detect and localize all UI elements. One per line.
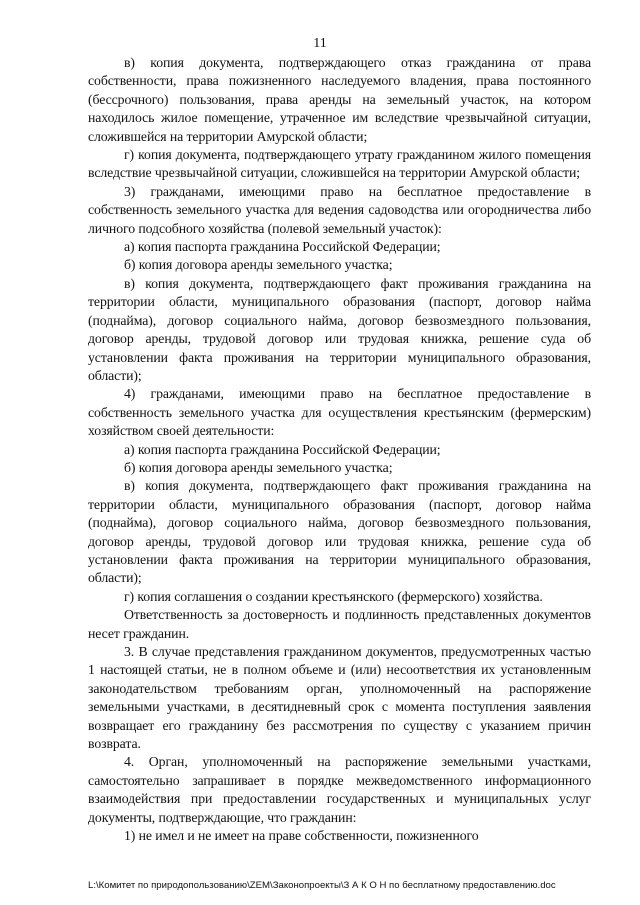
- paragraph-item-4b: б) копия договора аренды земельного участка;: [124, 459, 393, 475]
- page-number: 11: [313, 36, 327, 51]
- paragraph-section-4-1: 1) не имел и не имеет на праве собственности, пожизненного: [124, 828, 479, 844]
- paragraph-item-3a: а) копия паспорта гражданина Российской Федерации;: [124, 239, 441, 255]
- paragraph-item-4: 4) гражданами, имеющими право на бесплатное предоставление в собственность земельного участка для осуществления крестьянским (фермерским) хозяйством своей деятельности:: [88, 386, 591, 439]
- paragraph-section-3: 3. В случае представления гражданином документов, предусмотренных частью 1 настоящей статьи, не в полном объеме и (или) несоответствия их установленным законодательством требованиям орган, уполномоченный на распоряжение земельными участками, в десятидневный срок с момента поступления заявления возвращает его гражданину без рассмотрения по существу с указанием причин возврата.: [88, 644, 591, 752]
- paragraph-item-3v: в) копия документа, подтверждающего факт проживания гражданина на территории области, муниципального образования (паспорт, договор найма (поднайма), договор социального найма, договор безвозмездного пользования, договор аренды, трудовой договор или трудовая книжка, решение суда об установлении факта проживания на территории муниципального образования, области);: [88, 275, 591, 383]
- document-body: [88, 54, 591, 845]
- paragraph-responsibility: Ответственность за достоверность и подлинность представленных документов несет гражданин.: [88, 607, 591, 641]
- file-path-footer: L:\Комитет по природопользованию\ZEM\Законопроекты\З А К О Н по бесплатному предоставлению.doc: [88, 880, 556, 891]
- paragraph-3g: г) копия документа, подтверждающего утрату гражданином жилого помещения вследствие чрезвычайной ситуации, сложившейся на территории Амурской области;: [88, 147, 591, 181]
- paragraph-3v: в) копия документа, подтверждающего отказ гражданина от права собственности, права пожизненного наследуемого владения, права постоянного (бессрочного) пользования, права аренды на земельный участок, на котором находилось жилое помещение, утраченное им вследствие чрезвычайной ситуации, сложившейся на территории Амурской области;: [88, 55, 591, 144]
- paragraph-item-4v: в) копия документа, подтверждающего факт проживания гражданина на территории области, муниципального образования (паспорт, договор найма (поднайма), договор социального найма, договор безвозмездного пользования, договор аренды, трудовой договор или трудовая книжка, решение суда об установлении факта проживания на территории муниципального образования, области);: [88, 478, 591, 586]
- paragraph-item-4g: г) копия соглашения о создании крестьянского (фермерского) хозяйства.: [124, 588, 543, 604]
- paragraph-item-4a: а) копия паспорта гражданина Российской Федерации;: [124, 441, 441, 457]
- paragraph-item-3b: б) копия договора аренды земельного участка;: [124, 257, 393, 273]
- paragraph-section-4: 4. Орган, уполномоченный на распоряжение земельными участками, самостоятельно запрашивает в порядке межведомственного информационного взаимодействия при предоставлении государственных и муниципальных услуг документы, подтверждающие, что гражданин:: [88, 754, 591, 825]
- paragraph-item-3: 3) гражданами, имеющими право на бесплатное предоставление в собственность земельного участка для ведения садоводства или огородничества либо личного подсобного хозяйства (полевой земельный участок):: [88, 183, 591, 236]
